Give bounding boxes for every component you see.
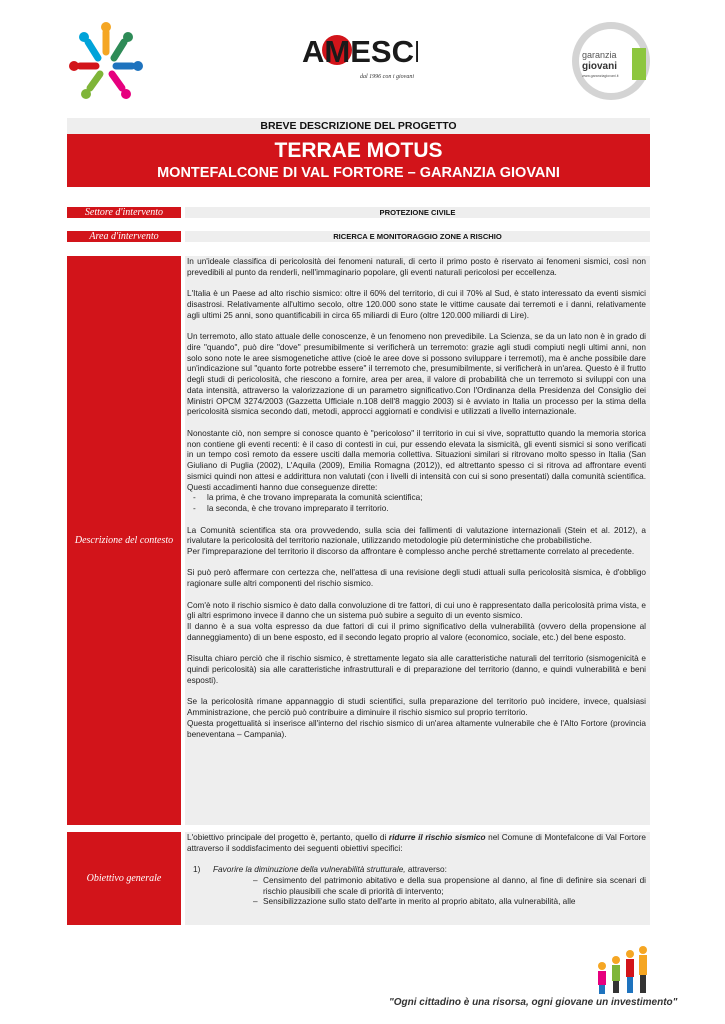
bullet-item: - la prima, è che trovano impreparata la comunità scientifica; <box>193 493 423 503</box>
area-value: RICERCA E MONITORAGGIO ZONE A RISCHIO <box>185 231 650 242</box>
people-illustration-icon <box>592 944 650 996</box>
settore-value: PROTEZIONE CIVILE <box>185 207 650 218</box>
project-title: TERRAE MOTUS <box>274 139 443 162</box>
intro-text-rest: nel Comune di Montefalcone di Val Fortore attraverso il soddisfacimento dei seguenti obiettivi specifici: <box>187 833 646 853</box>
project-subtitle: MONTEFALCONE DI VAL FORTORE – GARANZIA GIOVANI <box>157 165 560 181</box>
descrizione-label: Descrizione del contesto <box>67 256 181 825</box>
descrizione-content <box>185 256 650 825</box>
obiettivo-content <box>185 832 650 925</box>
desc-paragraph: L'Italia è un Paese ad alto rischio sismico: oltre il 60% del territorio, di cui il 70% al Sud, è stato interessato da eventi sismici disastrosi. Relativamente all'ultimo secolo, oltre 120.000 sono state le vittime causate dai terremoti e i danni, relativamente agli ultimi 25 anni, sono quantificabili in circa 65 miliardi di Euro (oltre 120.000 miliardi di Lire). <box>187 289 646 320</box>
desc-paragraph: In un'ideale classifica di pericolosità dei fenomeni naturali, di certo il primo posto è riservato ai fenomeni sismici, così non prevedibili al punto da renderli, nell'immaginario popolare, gli eventi naturali pericolosi per eccellenza. <box>187 257 646 277</box>
bullet-text: la seconda, è che trovano impreparato il territorio. <box>207 504 389 514</box>
desc-paragraph: Risulta chiaro perciò che il rischio sismico, è strettamente legato sia alle caratteristiche naturali del territorio (sismogenicità e quindi pericolosità) sia alle caratteristiche infrastrutturali e di preparazione del territorio (danno, e quindi vulnerabilità e beni esposti). <box>187 654 646 685</box>
sub-item-text: Censimento del patrimonio abitativo e della sua propensione al danno, al fine di definire sia scenari di rischio plausibili che scale di priorità di intervento; <box>263 875 646 896</box>
item-text: attraverso: <box>405 865 447 875</box>
sub-item: – Sensibilizzazione sullo stato dell'arte in merito al proprio abitato, alla vulnerabilità, alle <box>253 897 576 907</box>
garanzia-line2: giovani <box>582 61 618 72</box>
desc-paragraph: Com'è noto il rischio sismico è dato dalla convoluzione di tre fattori, di cui uno è rappresentato dalla pericolosità prima vista, e gli altri esprimono invece il danno che un sistema può subire a seguito di un evento sismico. <box>187 600 646 621</box>
desc-paragraph: Per l'impreparazione del territorio il discorso da affrontare è complesso anche perché strettamente correlato al precedente. <box>187 547 635 556</box>
sub-item-text: Sensibilizzazione sullo stato dell'arte in merito al proprio abitato, alla vulnerabilità, alle <box>263 897 576 907</box>
desc-paragraph: Nonostante ciò, non sempre si conosce quanto è "pericoloso" il territorio in cui si vive, soprattutto quando la memoria storica non contiene gli eventi recenti: è il caso di contesti in cui, pur essendo elevata la sismicità, gli eventi sismici si sono verificati in un tempo così remoto da essere usciti dalla memoria collettiva. Situazioni similari si ritrovano molto spesso in Italia (San Giuliano di Puglia (2002), L'Aquila (2009), Emilia Romagna (2012)), ed altrettanto spesso ci si ritrova ad affrontare eventi sismici quindi non attesi e addirittura non valutati (con i livelli di intensità con cui si sono presentati) dalla comunità scientifica. Questi accadimenti hanno due conseguenze dirette: <box>187 428 646 492</box>
desc-paragraph: Questa progettualità si inserisce all'interno del rischio sismico di un'area altamente vulnerabile che è l'Alto Fortore (provincia beneventana – Campania). <box>187 718 646 739</box>
bullet-item: - la seconda, è che trovano impreparato il territorio. <box>193 504 389 514</box>
numbered-item <box>187 865 646 876</box>
item-number: 1) <box>193 865 201 875</box>
garanzia-url: www.garanziagiovani.it <box>582 74 619 78</box>
header-bar: BREVE DESCRIZIONE DEL PROGETTO <box>67 118 650 134</box>
settore-label: Settore d'intervento <box>67 207 181 218</box>
desc-paragraph: Si può però affermare con certezza che, nell'attesa di una revisione degli studi attuali sulla pericolosità sismica, è d'obbligo ragionare sulle altri componenti del rischio sismico. <box>187 568 646 589</box>
desc-paragraph: La Comunità scientifica sta ora provvedendo, sulla scia dei fallimenti di valutazione internazionali (Stein et al. 2012), a rivalutare la pericolosità del territorio nazionale, utilizzando metodologie più deterministiche che probabilistiche. <box>187 525 646 546</box>
left-logo-icon <box>62 18 150 104</box>
obiettivo-intro <box>187 833 646 855</box>
desc-paragraph: Un terremoto, allo stato attuale delle conoscenze, è un fenomeno non prevedibile. La Scienza, se da un lato non è in grado di dire "quando", può dire "dove" presumibilmente si verificherà un terremoto: grazie agli studi compiuti negli ultimi anni, non solo sono note le aree sismogenetiche attive (cioè le aree dove si possono sviluppare i terremoti), ma è anche possibile dare un'indicazione sul "quanto forte potrebbe essere" il terremoto che, presumibilmente, si verificherà in un'area. Questo è il frutto degli studi di pericolosità, che riescono a fornire, area per area, il valore di probabilità che un terremoto si sviluppi con una data intensità, attraverso la valorizzazione di un parametro significativo.Con l'Ordinanza della Presidenza del Consiglio dei Ministri OPCM 3274/2003 (Gazzetta Ufficiale n.108 dell'8 maggio 2003) si è avviato in Italia un processo per la stima della pericolosità sismica secondo dati, metodi, approcci aggiornati e condivisi e utilizzati a livello internazionale. <box>187 332 646 417</box>
intro-emphasis: ridurre il rischio sismico <box>388 833 486 842</box>
amesci-logo-text: AMESCI <box>302 34 418 69</box>
footer-slogan: "Ogni cittadino è una risorsa, ogni giovane un investimento" <box>389 997 678 1008</box>
header-title-block <box>67 134 650 187</box>
bullet-text: la prima, è che trovano impreparata la comunità scientifica; <box>207 493 423 503</box>
obiettivo-label: Obiettivo generale <box>67 832 181 925</box>
garanzia-giovani-logo <box>570 20 652 102</box>
area-label: Area d'intervento <box>67 231 181 242</box>
item-emphasis: Favorire la diminuzione della vulnerabilità strutturale, <box>213 865 406 875</box>
garanzia-line1: garanzia <box>582 50 617 60</box>
intro-text: L'obiettivo principale del progetto è, pertanto, quello di <box>187 833 389 842</box>
amesci-tagline: dal 1996 con i giovani <box>360 74 414 80</box>
sub-item: – Censimento del patrimonio abitativo e della sua propensione al danno, al fine di definire sia scenari di rischio plausibili che scale di priorità di intervento; <box>253 875 646 896</box>
desc-paragraph: Il danno è a sua volta espresso da due fattori di cui il primo significativo della vulnerabilità (ovvero della propensione al danneggiamento) di un bene esposto, ed il secondo legato proprio al valore (economico, sociale, etc.) del bene esposto. <box>187 622 646 642</box>
desc-paragraph: Se la pericolosità rimane appannaggio di studi scientifici, sulla preparazione del territorio può incidere, invece, qualsiasi Amministrazione, che perciò può contribuire a diminuire il rischio sismico sul proprio territorio. <box>187 697 646 717</box>
amesci-logo <box>300 28 418 88</box>
